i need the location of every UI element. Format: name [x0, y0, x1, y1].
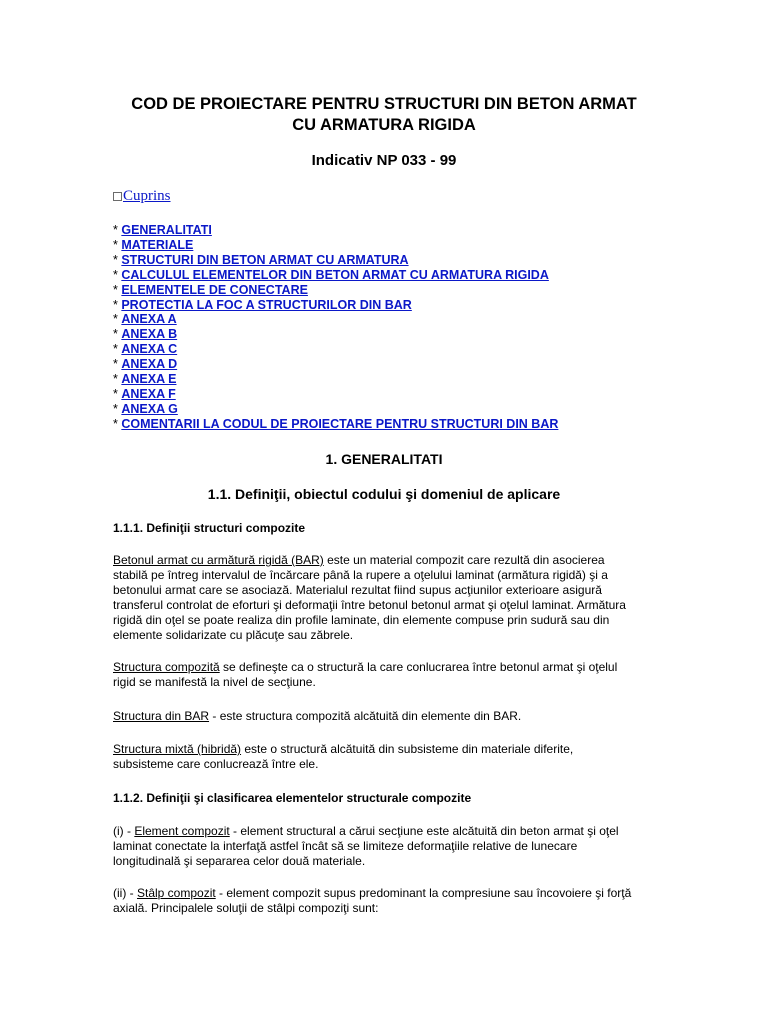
cuprins-link[interactable]: Cuprins: [123, 188, 171, 204]
paragraph-line: stabilă pe întreg intervalul de încărcare până la rupere a oţelului laminat (armătura rigidă) şi a: [113, 567, 608, 582]
term-structura-compozita: Structura compozită: [113, 660, 220, 674]
toc-item: [113, 238, 558, 253]
toc-item: [113, 268, 558, 283]
toc-item: [113, 312, 558, 327]
paragraph-line: elemente solidarizate cu plăcuţe sau zăbrele.: [113, 627, 354, 642]
toc-item: [113, 387, 558, 402]
toc-link-generalitati[interactable]: GENERALITATI: [121, 223, 212, 237]
paragraph-line: [113, 660, 665, 675]
paragraph-text: se defineşte ca o structură la care conlucrarea între betonul armat şi oţelul: [219, 660, 618, 674]
toc-link-calculul[interactable]: CALCULUL ELEMENTELOR DIN BETON ARMAT CU ARMATURA RIGIDA: [121, 267, 549, 282]
term-structura-bar: Structura din BAR: [113, 709, 210, 723]
paragraph-line: betonului armat care se asociază. Materialul rezultat fiind supus acţiunilor exterioare asigură: [113, 582, 602, 597]
toc-item: [113, 417, 558, 432]
paragraph-text: - element compozit supus predominant la compresiune sau încovoiere şi forţă: [215, 886, 632, 900]
term-element-compozit: Element compozit: [134, 824, 230, 838]
paragraph-text: este un material compozit care rezultă din asocierea: [323, 553, 605, 567]
toc-item: [113, 342, 558, 357]
toc-link-elementele[interactable]: ELEMENTELE DE CONECTARE: [121, 282, 308, 297]
subsection-heading: 1.1. Definiţii, obiectul codului şi domeniul de aplicare: [207, 486, 561, 502]
toc-bullet: *: [113, 267, 122, 282]
list-prefix: (ii) -: [113, 886, 137, 900]
paragraph-text: - element structural a cărui secţiune este alcătuită din beton armat şi oţel: [229, 824, 619, 838]
toc-link-anexa-b[interactable]: ANEXA B: [121, 327, 178, 342]
paragraph-line: [113, 824, 665, 839]
paragraph-line: transferul controlat de eforturi şi deformaţii între betonul betonul armat şi oţelul laminat. Armătura: [113, 597, 626, 612]
paragraph-structura-bar: [113, 709, 665, 724]
section-heading: 1. GENERALITATI: [325, 451, 443, 467]
toc-bullet: *: [113, 312, 122, 327]
heading-1-1-1: 1.1.1. Definiţii structuri compozite: [113, 521, 306, 535]
paragraph-structura-compozita: [113, 660, 665, 690]
paragraph-text: - este structura compozită alcătuită din elemente din BAR.: [209, 709, 522, 723]
document-title-line-1: COD DE PROIECTARE PENTRU STRUCTURI DIN BETON ARMAT: [131, 95, 637, 113]
paragraph-element-compozit: [113, 824, 665, 869]
toc-bullet: *: [113, 297, 122, 312]
paragraph-line: subsisteme care conlucrează între ele.: [113, 756, 319, 771]
checkbox-icon[interactable]: [113, 192, 122, 201]
toc-item: [113, 357, 558, 372]
toc-bullet: *: [113, 401, 122, 416]
toc-link-anexa-c[interactable]: ANEXA C: [121, 342, 178, 357]
paragraph-line: [113, 709, 665, 724]
table-of-contents: [113, 223, 558, 432]
document-title-line-2: CU ARMATURA RIGIDA: [292, 116, 476, 134]
paragraph-stalp-compozit: [113, 886, 665, 916]
term-bar: Betonul armat cu armătură rigidă (BAR): [113, 553, 324, 567]
toc-bullet: *: [113, 416, 122, 431]
toc-bullet: *: [113, 386, 122, 401]
toc-link-materiale[interactable]: MATERIALE: [121, 237, 194, 252]
toc-link-anexa-d[interactable]: ANEXA D: [121, 357, 178, 372]
toc-item: [113, 223, 558, 238]
toc-bullet: *: [113, 282, 122, 297]
toc-item: [113, 372, 558, 387]
paragraph-line: [113, 886, 665, 901]
paragraph-line: [113, 742, 665, 757]
paragraph-line: axială. Principalele soluţii de stâlpi compoziţi sunt:: [113, 900, 379, 915]
cuprins-row: [113, 187, 171, 205]
toc-item: [113, 283, 558, 298]
toc-link-protectia[interactable]: PROTECTIA LA FOC A STRUCTURILOR DIN BAR: [121, 297, 412, 312]
paragraph-line: rigid se manifestă la nivel de secţiune.: [113, 674, 316, 689]
toc-link-anexa-f[interactable]: ANEXA F: [121, 386, 176, 401]
toc-link-structuri[interactable]: STRUCTURI DIN BETON ARMAT CU ARMATURA: [121, 252, 409, 267]
toc-item: [113, 402, 558, 417]
toc-link-anexa-a[interactable]: ANEXA A: [121, 312, 177, 327]
toc-bullet: *: [113, 237, 122, 252]
term-stalp-compozit: Stâlp compozit: [137, 886, 216, 900]
toc-bullet: *: [113, 372, 122, 387]
toc-bullet: *: [113, 252, 122, 267]
document-title: [0, 94, 768, 136]
paragraph-line: [113, 553, 665, 568]
toc-item: [113, 298, 558, 313]
toc-item: [113, 253, 558, 268]
toc-link-anexa-g[interactable]: ANEXA G: [121, 401, 178, 416]
paragraph-bar-definition: [113, 553, 665, 642]
document-indicativ: Indicativ NP 033 - 99: [311, 152, 457, 169]
toc-link-anexa-e[interactable]: ANEXA E: [121, 372, 177, 387]
toc-item: [113, 327, 558, 342]
paragraph-structura-mixta: [113, 742, 665, 772]
heading-1-1-2: 1.1.2. Definiţii şi clasificarea elementelor structurale compozite: [113, 791, 472, 805]
paragraph-text: este o structură alcătuită din subsisteme din materiale diferite,: [241, 742, 574, 756]
list-prefix: (i) -: [113, 824, 135, 838]
term-structura-mixta: Structura mixtă (hibridă): [113, 742, 242, 756]
paragraph-line: rigidă din oţel se poate realiza din profile laminate, din elemente compuse prin sudură sau din: [113, 612, 610, 627]
toc-bullet: *: [113, 327, 122, 342]
toc-bullet: *: [113, 342, 122, 357]
paragraph-line: longitudinală şi separarea celor două materiale.: [113, 853, 366, 868]
toc-bullet: *: [113, 223, 122, 237]
toc-bullet: *: [113, 357, 122, 372]
toc-link-comentarii[interactable]: COMENTARII LA CODUL DE PROIECTARE PENTRU STRUCTURI DIN BAR: [121, 416, 559, 431]
paragraph-line: laminat conectate la interfaţă astfel încât să se limiteze deformaţiile relative de lunecare: [113, 838, 578, 853]
